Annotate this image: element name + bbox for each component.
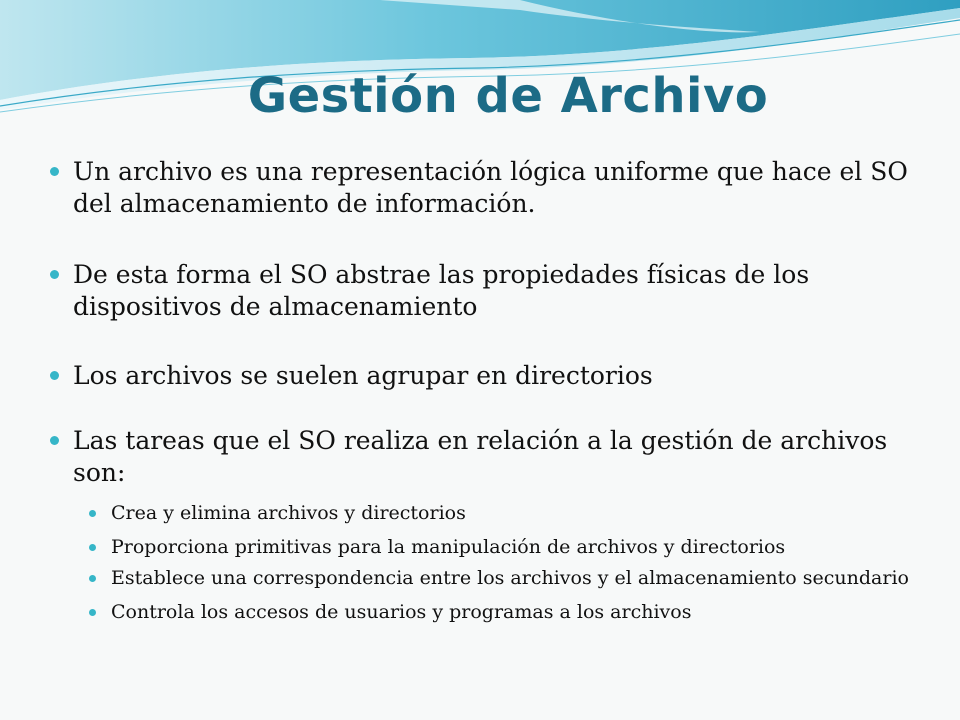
slide-content (46, 156, 926, 624)
sub-bullet-text: Crea y elimina archivos y directorios (111, 502, 466, 524)
bullet-item (46, 360, 926, 392)
sub-bullet-text: Establece una correspondencia entre los archivos y el almacenamiento secundario (111, 567, 909, 589)
sub-bullet-text: Proporciona primitivas para la manipulación de archivos y directorios (111, 536, 786, 558)
sub-bullet-dot-icon (89, 510, 96, 517)
bullet-text: De esta forma el SO abstrae las propiedades físicas de los dispositivos de almacenamiento (73, 260, 810, 321)
sub-bullet-item (46, 535, 926, 559)
sub-bullet-item (46, 566, 926, 590)
sub-bullet-text: Controla los accesos de usuarios y programas a los archivos (111, 601, 692, 623)
bullet-item (46, 425, 926, 489)
bullet-item (46, 156, 926, 220)
sub-bullet-dot-icon (89, 575, 96, 582)
bullet-dot-icon (50, 167, 59, 176)
bullet-text: Los archivos se suelen agrupar en directorios (73, 361, 653, 390)
sub-bullet-dot-icon (89, 609, 96, 616)
bullet-text: Un archivo es una representación lógica uniforme que hace el SO del almacenamiento de información. (73, 157, 908, 218)
sub-bullet-item (46, 600, 926, 624)
bullet-dot-icon (50, 371, 59, 380)
bullet-text: Las tareas que el SO realiza en relación a la gestión de archivos son: (73, 426, 888, 487)
bullet-item (46, 259, 926, 323)
bullet-dot-icon (50, 436, 59, 445)
slide-title: Gestión de Archivo (247, 68, 769, 124)
bullet-dot-icon (50, 270, 59, 279)
sub-bullet-item (46, 501, 926, 525)
sub-bullet-dot-icon (89, 544, 96, 551)
